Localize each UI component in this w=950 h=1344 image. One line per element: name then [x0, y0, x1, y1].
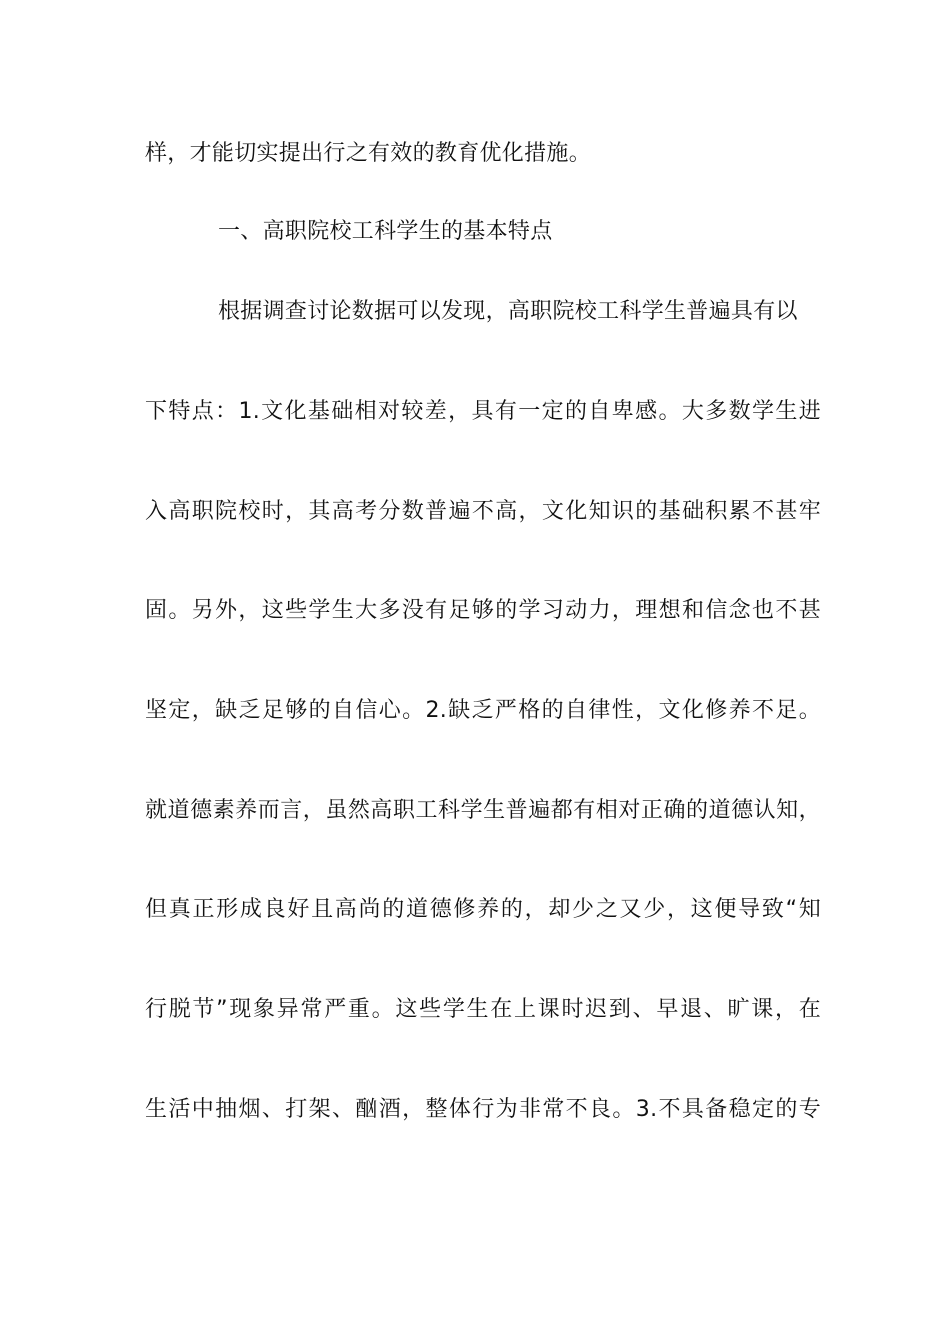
paragraph-line: 坚定，缺乏足够的自信心。2.缺乏严格的自律性，文化修养不足。	[145, 698, 821, 723]
paragraph-line: 样，才能切实提出行之有效的教育优化措施。	[145, 141, 592, 166]
paragraph-line: 生活中抽烟、打架、酗酒，整体行为非常不良。3.不具备稳定的专	[145, 1097, 821, 1122]
paragraph-line: 但真正形成良好且高尚的道德修养的，却少之又少，这便导致“知	[145, 897, 821, 922]
paragraph-line: 入高职院校时，其高考分数普遍不高，文化知识的基础积累不甚牢	[145, 499, 821, 524]
paragraph-line: 下特点：1.文化基础相对较差，具有一定的自卑感。大多数学生进	[145, 399, 821, 424]
section-heading: 一、高职院校工科学生的基本特点	[218, 219, 553, 244]
paragraph-line: 行脱节”现象异常严重。这些学生在上课时迟到、早退、旷课，在	[145, 997, 821, 1022]
paragraph-line: 根据调查讨论数据可以发现，高职院校工科学生普遍具有以	[218, 299, 798, 324]
paragraph-line: 固。另外，这些学生大多没有足够的学习动力，理想和信念也不甚	[145, 598, 821, 623]
paragraph-line: 就道德素养而言，虽然高职工科学生普遍都有相对正确的道德认知，	[145, 798, 821, 823]
